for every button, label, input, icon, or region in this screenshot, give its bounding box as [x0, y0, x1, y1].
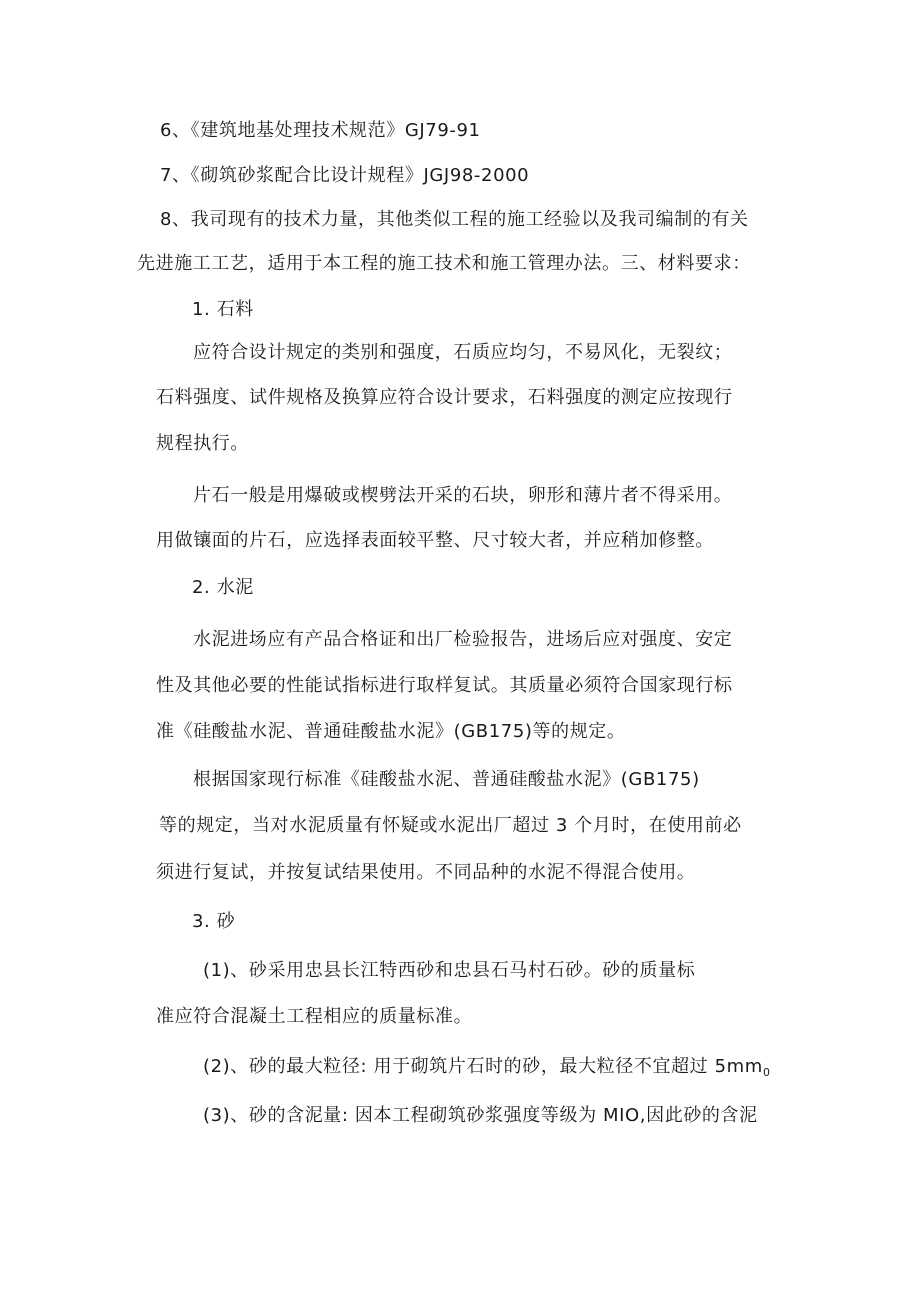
stone-para-1-line-3: 规程执行。: [156, 433, 249, 454]
cement-para-2-line-2: 等的规定，当对水泥质量有怀疑或水泥出厂超过 3 个月时，在使用前必: [159, 815, 742, 836]
reference-item-6: 6、《建筑地基处理技术规范》GJ79-91: [160, 120, 481, 141]
cement-para-2-line-3: 须进行复试，并按复试结果使用。不同品种的水泥不得混合使用。: [156, 862, 696, 883]
section-heading-cement: 2. 水泥: [192, 577, 254, 598]
paragraph-8-line-1: 8、我司现有的技术力量，其他类似工程的施工经验以及我司编制的有关: [160, 209, 749, 230]
cement-para-1-line-3: 准《硅酸盐水泥、普通硅酸盐水泥》(GB175)等的规定。: [156, 721, 626, 742]
reference-item-7: 7、《砌筑砂浆配合比设计规程》JGJ98-2000: [160, 165, 530, 186]
sand-item-2: [203, 1055, 771, 1081]
stone-para-1-line-1: 应符合设计规定的类别和强度，石质应均匀，不易风化，无裂纹；: [193, 342, 733, 363]
cement-para-2-line-1: 根据国家现行标准《硅酸盐水泥、普通硅酸盐水泥》(GB175): [193, 769, 700, 790]
sand-item-2-subscript: 0: [762, 1066, 771, 1079]
cement-para-1-line-1: 水泥进场应有产品合格证和出厂检验报告，进场后应对强度、安定: [193, 629, 733, 650]
stone-para-2-line-2: 用做镶面的片石，应选择表面较平整、尺寸较大者，并应稍加修整。: [156, 530, 714, 551]
sand-item-1-line-1: (1)、砂采用忠县长江特西砂和忠县石马村石砂。砂的质量标: [203, 960, 696, 981]
stone-para-2-line-1: 片石一般是用爆破或楔劈法开采的石块，卵形和薄片者不得采用。: [193, 485, 733, 506]
section-heading-sand: 3. 砂: [192, 911, 236, 932]
paragraph-8-line-2: 先进施工工艺，适用于本工程的施工技术和施工管理办法。三、材料要求：: [137, 253, 751, 274]
section-heading-stone: 1. 石料: [192, 299, 254, 320]
sand-item-2-text: (2)、砂的最大粒径: 用于砌筑片石时的砂，最大粒径不宜超过 5mm: [203, 1056, 763, 1077]
stone-para-1-line-2: 石料强度、试件规格及换算应符合设计要求，石料强度的测定应按现行: [156, 387, 733, 408]
sand-item-1-line-2: 准应符合混凝土工程相应的质量标准。: [156, 1006, 473, 1027]
cement-para-1-line-2: 性及其他必要的性能试指标进行取样复试。其质量必须符合国家现行标: [156, 675, 733, 696]
sand-item-3: (3)、砂的含泥量: 因本工程砌筑砂浆强度等级为 MIO,因此砂的含泥: [203, 1105, 758, 1126]
